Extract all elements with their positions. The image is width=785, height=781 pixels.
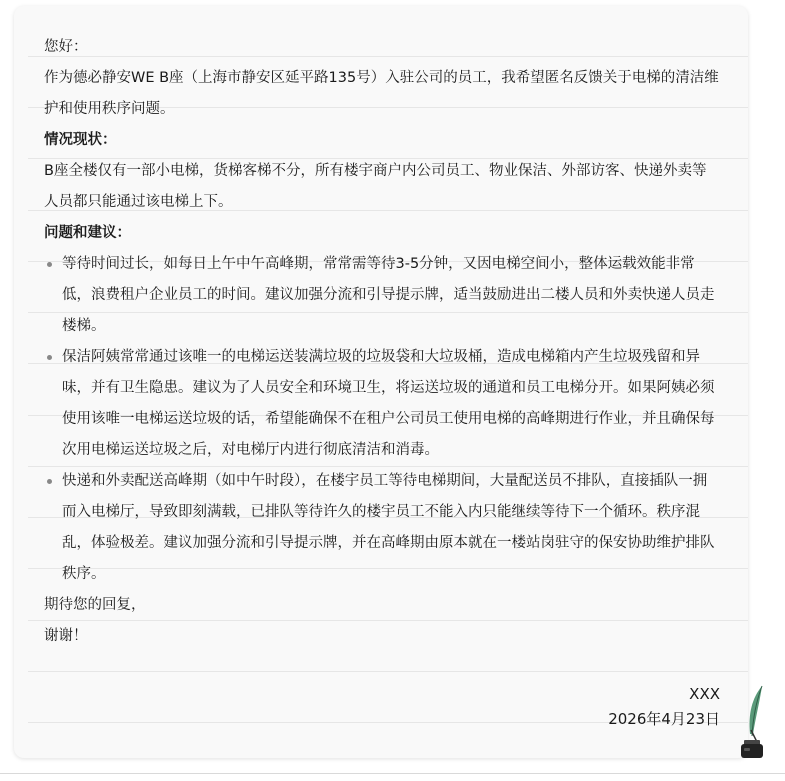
situation-paragraph: B座全楼仅有一部小电梯，货梯客梯不分，所有楼宇商户内公司员工、物业保洁、外部访客、快递外卖等人员都只能通过该电梯上下。 xyxy=(44,163,707,210)
letter-date: 2026年4月23日 xyxy=(608,710,720,728)
issue-text: 等待时间过长，如每日上午中午高峰期，常常需等待3-5分钟，又因电梯空间小，整体运载效能非常低，浪费租户企业员工的时间。建议加强分流和引导提示牌，适当鼓励进出二楼人员和外卖快递人员走楼梯。 xyxy=(62,256,715,334)
quill-pen-inkwell-icon xyxy=(738,684,768,760)
issue-text: 保洁阿姨常常通过该唯一的电梯运送装满垃圾的垃圾袋和大垃圾桶，造成电梯箱内产生垃圾残留和异味，并有卫生隐患。建议为了人员安全和环境卫生，将运送垃圾的通道和员工电梯分开。如果阿姨必须使用该唯一电梯运送垃圾的话，希望能确保不在租户公司员工使用电梯的高峰期进行作业，并且确保每次用电梯运送垃圾之后，对电梯厅内进行彻底清洁和消毒。 xyxy=(62,349,715,458)
letter-card xyxy=(14,6,748,758)
list-item xyxy=(62,466,720,590)
bullet-icon xyxy=(47,355,52,360)
letter-body xyxy=(44,32,720,652)
list-item xyxy=(62,342,720,466)
signature-block xyxy=(608,682,720,732)
bullet-icon xyxy=(47,479,52,484)
bullet-icon xyxy=(47,262,52,267)
thanks-line: 谢谢！ xyxy=(44,628,88,644)
issue-text: 快递和外卖配送高峰期（如中午时段），在楼宇员工等待电梯期间，大量配送员不排队，直接插队一拥而入电梯厅，导致即刻满载，已排队等待许久的楼宇员工不能入内只能继续等待下一个循环。秩序混乱，体验极差。建议加强分流和引导提示牌，并在高峰期由原本就在一楼站岗驻守的保安协助维护排队秩序。 xyxy=(62,473,715,582)
page-bottom-divider xyxy=(0,773,785,774)
closing-line: 期待您的回复， xyxy=(44,597,146,613)
issues-heading: 问题和建议： xyxy=(44,225,131,241)
intro-paragraph: 作为德必静安WE B座（上海市静安区延平路135号）入驻公司的员工，我希望匿名反馈关于电梯的清洁维护和使用秩序问题。 xyxy=(44,70,719,117)
list-item xyxy=(62,249,720,342)
signer-name: XXX xyxy=(689,685,720,703)
greeting: 您好： xyxy=(44,39,88,55)
issues-list xyxy=(44,249,720,590)
ruled-line xyxy=(28,671,748,672)
situation-heading: 情况现状： xyxy=(44,132,117,148)
